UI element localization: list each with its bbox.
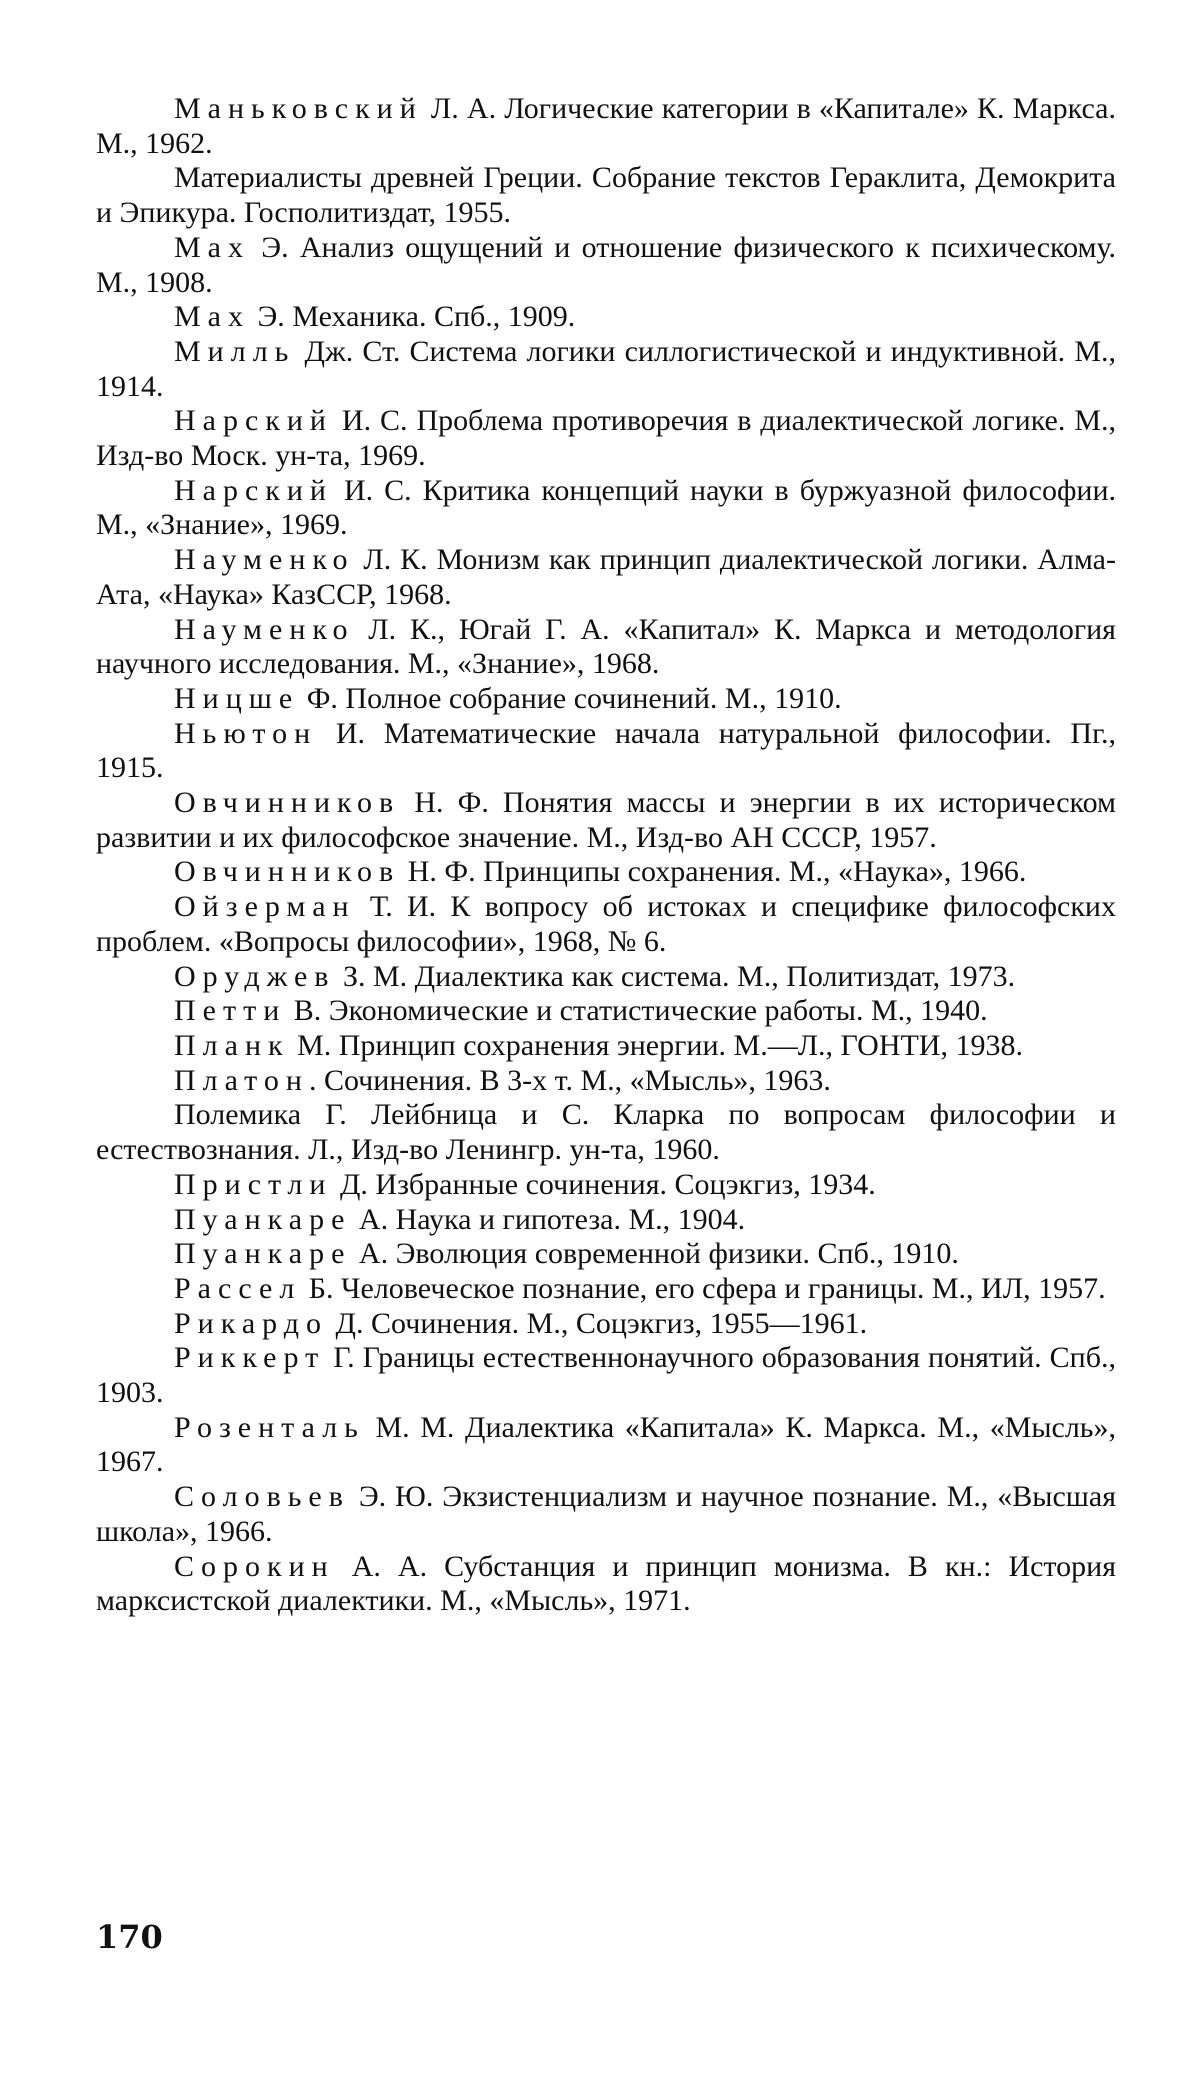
entry-author: Сорокин	[174, 1549, 335, 1583]
bibliography-entry	[96, 1411, 1116, 1480]
entry-text: Б. Человеческое познание, его сфера и границы. М., ИЛ, 1957.	[301, 1271, 1106, 1305]
entry-author: Науменко	[174, 543, 355, 577]
bibliography-entry	[96, 1272, 1116, 1307]
bibliography-entry	[96, 1203, 1116, 1238]
entry-text: Т. И. К вопросу об истоках и специфике философских проблем. «Вопросы философии», 1968, № 6.	[96, 890, 1116, 958]
entry-text: И. С. Критика концепций науки в буржуазной философии. М., «Знание», 1969.	[96, 473, 1116, 542]
bibliography-entry	[96, 92, 1116, 161]
entry-text: Г. Границы естественнонаучного образования понятий. Спб., 1903.	[96, 1341, 1116, 1410]
entry-author: Мах	[174, 230, 250, 264]
bibliography-entry	[96, 161, 1116, 230]
entry-text: Л. К., Югай Г. А. «Капитал» К. Маркса и методология научного исследования. М., «Знание», 1968.	[96, 612, 1116, 681]
entry-author: Розенталь	[174, 1410, 365, 1444]
entry-author: Мах	[174, 300, 250, 334]
entry-text: Материалисты древней Греции. Собрание текстов Гераклита, Демокрита и Эпикура. Госполитиздат, 1955.	[96, 161, 1116, 230]
bibliography-entry	[96, 474, 1116, 543]
bibliography-entry	[96, 682, 1116, 717]
entry-text: Н. Ф. Понятия массы и энергии в их историческом развитии и их философское значение. М., Изд-во АН СССР, 1957.	[96, 786, 1116, 854]
bibliography-entry	[96, 890, 1116, 959]
entry-text: М. Принцип сохранения энергии. М.—Л., ГОНТИ, 1938.	[289, 1028, 1023, 1062]
entry-text: Н. Ф. Принципы сохранения. М., «Наука», 1966.	[400, 855, 1027, 889]
entry-author: Рикардо	[174, 1306, 329, 1340]
bibliography-entry	[96, 717, 1116, 786]
entry-author: Нарский	[174, 404, 333, 438]
entry-author: Соловьев	[174, 1480, 350, 1514]
entry-author: Ньютон	[174, 716, 318, 750]
entry-text: В. Экономические и статистические работы. М., 1940.	[286, 994, 988, 1028]
bibliography-entry	[96, 231, 1116, 300]
bibliography-entry	[96, 1029, 1116, 1064]
bibliography-entry	[96, 1064, 1116, 1099]
bibliography-entry	[96, 335, 1116, 404]
entry-author: Риккерт	[174, 1341, 326, 1375]
bibliography-entry	[96, 613, 1116, 682]
entry-text: А. Эволюция современной физики. Спб., 1910.	[351, 1237, 959, 1271]
page-number: 170	[96, 1918, 163, 1956]
entry-text: Э. Ю. Экзистенциализм и научное познание. М., «Высшая школа», 1966.	[96, 1480, 1116, 1548]
entry-text: Ф. Полное собрание сочинений. М., 1910.	[299, 681, 842, 715]
entry-text: Л. К. Монизм как принцип диалектической логики. Алма-Ата, «Наука» КазССР, 1968.	[96, 543, 1116, 611]
entry-author: Пуанкаре	[174, 1237, 352, 1271]
entry-author: Науменко	[174, 612, 355, 646]
entry-author: Платон	[174, 1063, 309, 1097]
bibliography-entry	[96, 1307, 1116, 1342]
bibliography-entry	[96, 1098, 1116, 1167]
bibliography-entry	[96, 960, 1116, 995]
bibliography-entry	[96, 855, 1116, 890]
entry-text: И. С. Проблема противоречия в диалектической логике. М., Изд-во Моск. ун-та, 1969.	[96, 404, 1116, 473]
bibliography-entry	[96, 1341, 1116, 1410]
entry-author: Петти	[174, 994, 287, 1028]
bibliography-entry	[96, 1237, 1116, 1272]
entry-author: Овчинников	[174, 855, 401, 889]
bibliography-entry	[96, 300, 1116, 335]
entry-author: Оруджев	[174, 959, 336, 993]
entry-text: Полемика Г. Лейбница и С. Кларка по вопросам философии и естествознания. Л., Изд-во Ленингр. ун-та, 1960.	[96, 1098, 1116, 1167]
entry-text: Д. Избранные сочинения. Соцэкгиз, 1934.	[332, 1167, 876, 1201]
entry-author: Ницше	[174, 681, 300, 715]
entry-author: Нарский	[174, 473, 333, 507]
bibliography-entry	[96, 994, 1116, 1029]
bibliography-entry	[96, 786, 1116, 855]
bibliography-list	[96, 92, 1116, 1619]
entry-text: Д. Сочинения. М., Соцэкгиз, 1955—1961.	[328, 1306, 868, 1340]
entry-text: З. М. Диалектика как система. М., Политиздат, 1973.	[335, 959, 1016, 993]
entry-text: М. М. Диалектика «Капитала» К. Маркса. М., «Мысль», 1967.	[96, 1410, 1116, 1479]
entry-author: Милль	[174, 334, 296, 368]
bibliography-entry	[96, 1550, 1116, 1619]
entry-text: Дж. Ст. Система логики силлогистической и индуктивной. М., 1914.	[96, 334, 1116, 403]
bibliography-entry	[96, 1480, 1116, 1549]
entry-author: Маньковский	[174, 92, 423, 125]
entry-text: Л. А. Логические категории в «Капитале» К. Маркса. М., 1962.	[96, 92, 1116, 160]
entry-text: . Сочинения. В 3-х т. М., «Мысль», 1963.	[308, 1063, 831, 1097]
entry-author: Овчинников	[174, 786, 401, 820]
entry-text: И. Математические начала натуральной философии. Пг., 1915.	[96, 716, 1116, 785]
bibliography-entry	[96, 543, 1116, 612]
entry-text: А. А. Субстанция и принцип монизма. В кн.: История марксистской диалектики. М., «Мысль», 1971.	[96, 1549, 1116, 1618]
bibliography-entry	[96, 1168, 1116, 1203]
entry-author: Ойзерман	[174, 890, 356, 924]
entry-text: Э. Механика. Спб., 1909.	[250, 300, 576, 334]
entry-author: Пристли	[174, 1167, 333, 1201]
entry-author: Рассел	[174, 1271, 302, 1305]
entry-text: Э. Анализ ощущений и отношение физического к психическому. М., 1908.	[96, 230, 1116, 299]
entry-author: Планк	[174, 1028, 290, 1062]
entry-author: Пуанкаре	[174, 1202, 352, 1236]
bibliography-entry	[96, 404, 1116, 473]
entry-text: А. Наука и гипотеза. М., 1904.	[351, 1202, 746, 1236]
